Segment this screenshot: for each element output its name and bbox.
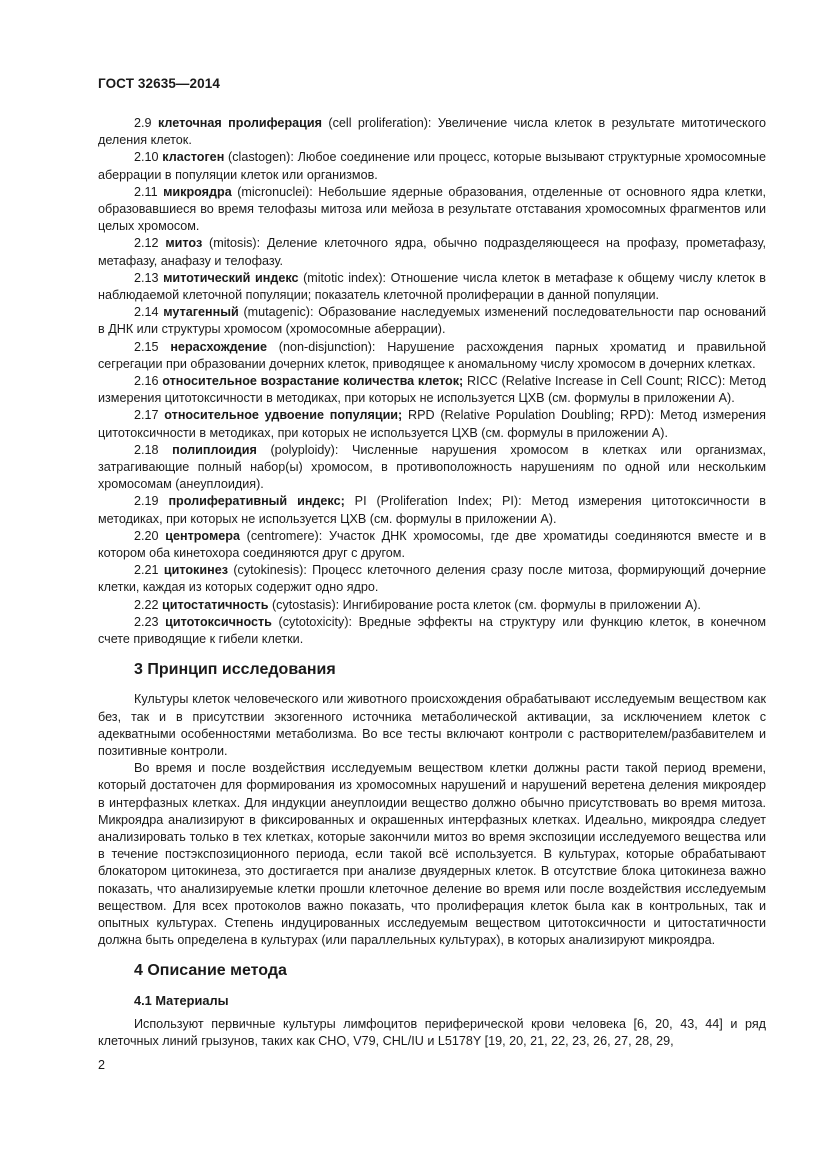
- term-definition: 2.13 митотический индекс (mitotic index): Отношение числа клеток в метафазе к общему числу клеток в наблюдаемой клеточной популяции; показатель клеточной пролиферации в данной популяции.: [98, 270, 766, 303]
- document-header-code: ГОСТ 32635—2014: [98, 76, 220, 91]
- term-definition: 2.19 пролиферативный индекс; PI (Proliferation Index; PI): Метод измерения цитотоксичности в методиках, при которых не используется ЦХВ (см. формулы в приложении А).: [98, 494, 766, 526]
- document-body: [98, 115, 766, 1050]
- term-definition: 2.9 клеточная пролиферация (cell proliferation): Увеличение числа клеток в результате митотического деления клеток.: [98, 116, 767, 148]
- term-definition: 2.20 центромера (centromere): Участок ДНК хромосомы, где две хроматиды соединяются вместе и в котором оба кинетохора соединяются друг с другом.: [98, 528, 767, 561]
- term-definition: 2.16 относительное возрастание количества клеток; RICC (Relative Increase in Cell Count; RICC): Метод измерения цитотоксичности в методиках, при которых не используется ЦХВ (см. формулы в приложении А).: [98, 374, 766, 406]
- term-definition: 2.11 микроядра (micronuclei): Небольшие ядерные образования, отделенные от основного ядра клетки, образовавшиеся во время телофазы митоза или мейоза в результате отставания хромосомных фрагментов или целых хромосом.: [98, 184, 767, 234]
- subsection-4-1-heading: 4.1 Материалы: [134, 993, 229, 1009]
- term-definition: 2.15 нерасхождение (non-disjunction): Нарушение расхождения парных хроматид и правильной сегрегации при образовании дочерних клеток, приводящее к аномальному числу хромосом в дочерних клетках.: [98, 339, 766, 371]
- term-definition: 2.12 митоз (mitosis): Деление клеточного ядра, обычно подразделяющееся на профазу, прометафазу, метафазу, анафазу и телофазу.: [98, 236, 766, 268]
- terms-list: [98, 115, 766, 648]
- term-definition: 2.10 кластоген (clastogen): Любое соединение или процесс, которые вызывают структурные хромосомные аберрации в популяции клеток или организмов.: [98, 150, 766, 182]
- term-definition: 2.22 цитостатичность (cytostasis): Ингибирование роста клеток (см. формулы в приложении А).: [134, 597, 701, 612]
- section-3-paragraph: Культуры клеток человеческого или животного происхождения обрабатывают исследуемым веществом как без, так и в присутствии экзогенного источника метаболической активации, за исключением клеток с адекватными особенностями метаболизма. Во все тесты включают контроли с растворителем/разбавителем и позитивные контроли.: [98, 692, 766, 758]
- term-definition: 2.14 мутагенный (mutagenic): Образование наследуемых изменений последовательности пар оснований в ДНК или структуры хромосом (хромосомные аберрации).: [98, 305, 767, 337]
- term-definition: 2.21 цитокинез (cytokinesis): Процесс клеточного деления сразу после митоза, формирующий дочерние клетки, каждая из которых содержит одно ядро.: [98, 563, 766, 595]
- term-definition: 2.17 относительное удвоение популяции; RPD (Relative Population Doubling; RPD): Метод измерения цитотоксичности в методиках, при которых не используется ЦХВ (см. формулы в приложении А).: [98, 408, 767, 440]
- section-4-1-paragraph: Используют первичные культуры лимфоцитов периферической крови человека [6, 20, 43, 44] и ряд клеточных линий грызунов, таких как CHO, V79, CHL/IU и L5178Y [19, 20, 21, 22, 23, 26, 27, 28, 29,: [98, 1016, 766, 1048]
- term-definition: 2.18 полиплоидия (polyploidy): Численные нарушения хромосом в клетках или организмах, затрагивающие полный набор(ы) хромосом, в противоположность нарушениям по одной или нескольким хромосомам (анеуплоидия).: [98, 442, 767, 492]
- term-definition: 2.23 цитотоксичность (cytotoxicity): Вредные эффекты на структуру или функцию клеток, в конечном счете приводящие к гибели клетки.: [98, 614, 766, 647]
- section-4-heading: 4 Описание метода: [134, 962, 287, 980]
- page-number: 2: [98, 1058, 106, 1072]
- section-3-paragraph: Во время и после воздействия исследуемым веществом клетки должны расти такой период времени, который достаточен для формирования из хромосомных нарушений и нарушений веретена деления микроядер в интерфазных клетках. Для индукции анеуплоидии вещество должно обычно присутствовать во время митоза. Микроядра анализируют в фиксированных и окрашенных интерфазных клетках. Идеально, микроядра следует анализировать только в тех клетках, которые закончили митоз во время экспозиции исследуемого вещества или в течение постэкспозиционного периода, если такой всё используется. В культурах, которые обрабатывают блокатором цитокинеза, это достигается при анализе двуядерных клеток. В отсутствие блока цитокинеза важно показать, что анализируемые клетки прошли клеточное деление во время или после воздействия исследуемым веществом. Для всех протоколов важно показать, что пролиферация клеток была как в контрольных, так и опытных культурах. Степень индуцированных исследуемым веществом цитотоксичности и цитостатичности должна быть определена в культурах (или параллельных культурах), в которых анализируют микроядра.: [98, 761, 766, 948]
- section-3-heading: 3 Принцип исследования: [134, 661, 336, 679]
